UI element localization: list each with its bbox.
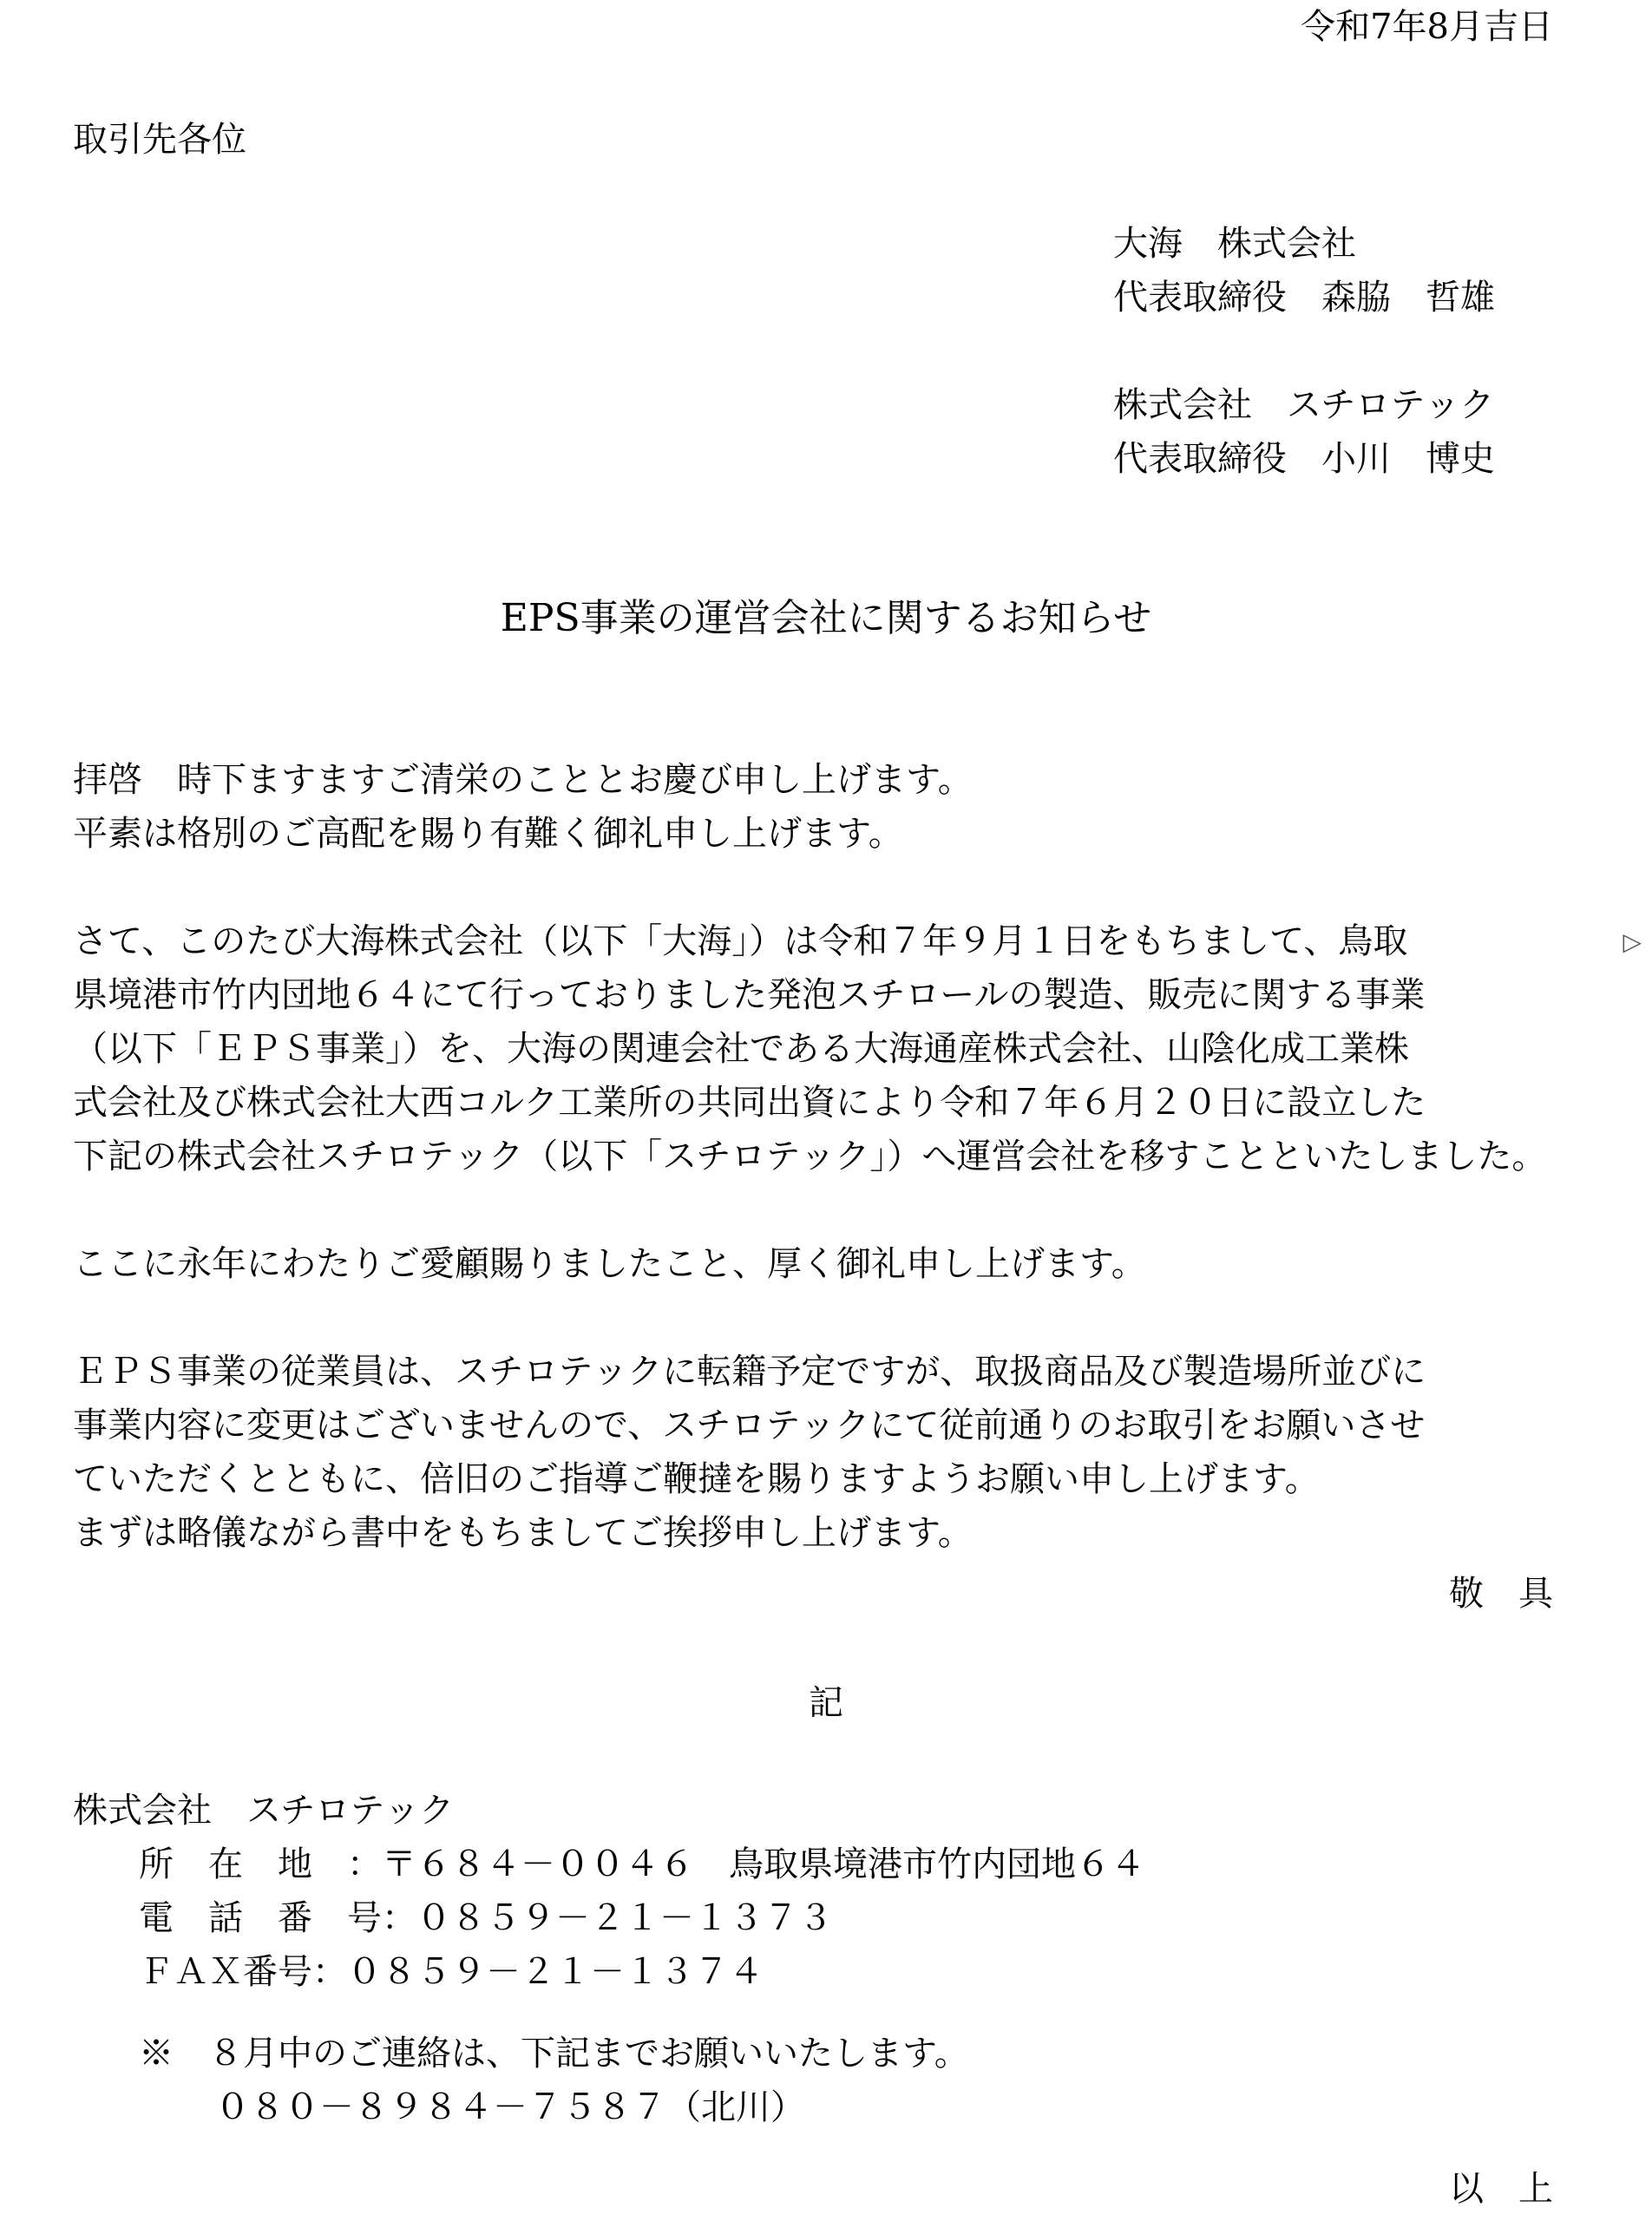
company-address: 所 在 地 ：〒６８４－００４６ 鳥取県境港市竹内団地６４ bbox=[139, 1844, 1145, 1884]
addressee: 取引先各位 bbox=[73, 120, 246, 160]
text-line: （以下「ＥＰＳ事業」）を、大海の関連会社である大海通産株式会社、山陰化成工業株 bbox=[73, 1029, 1409, 1069]
company-phone: 電 話 番 号：０８５９－２１－１３７３ bbox=[139, 1898, 833, 1938]
company-name: 株式会社 スチロテック bbox=[73, 1791, 455, 1831]
text-line: ＥＰＳ事業の従業員は、スチロテックに転籍予定ですが、取扱商品及び製造場所並びに bbox=[73, 1352, 1426, 1392]
text-line: 平素は格別のご高配を賜り有難く御礼申し上げます。 bbox=[73, 814, 903, 854]
text-line: 拝啓 時下ますますご清栄のこととお慶び申し上げます。 bbox=[73, 760, 973, 800]
ki-heading: 記 bbox=[809, 1683, 843, 1723]
company-fax: ＦＡＸ番号：０８５９－２１－１３７４ bbox=[139, 1952, 764, 1992]
text-line: ていただくとともに、倍旧のご指導ご鞭撻を賜りますようお願い申し上げます。 bbox=[73, 1459, 1320, 1499]
note-text: ※ ８月中のご連絡は、下記までお願いいたします。 bbox=[139, 2034, 969, 2074]
text-line: 下記の株式会社スチロテック（以下「スチロテック」）へ運営会社を移すことといたしました。 bbox=[73, 1137, 1547, 1176]
text-line: 式会社及び株式会社大西コルク工業所の共同出資により令和７年６月２０日に設立した bbox=[73, 1083, 1426, 1123]
sender-representative: 代表取締役 森脇 哲雄 bbox=[1113, 278, 1495, 318]
text-line: 事業内容に変更はございませんので、スチロテックにて従前通りのお取引をお願いさせ bbox=[73, 1405, 1426, 1445]
sender-company: 大海 株式会社 bbox=[1113, 224, 1356, 264]
note-contact: ０８０－８９８４－７５８７（北川） bbox=[215, 2087, 805, 2127]
text-line: さて、このたび大海株式会社（以下「大海」）は令和７年９月１日をもちまして、鳥取 bbox=[73, 921, 1408, 961]
letter-date: 令和7年8月吉日 bbox=[1301, 7, 1553, 47]
collapse-arrow-icon[interactable]: ▷ bbox=[1622, 927, 1642, 956]
closing-keigu: 敬 具 bbox=[1449, 1574, 1553, 1614]
closing-ijo: 以 上 bbox=[1449, 2169, 1553, 2209]
sender-representative: 代表取締役 小川 博史 bbox=[1113, 439, 1495, 479]
sender-company: 株式会社 スチロテック bbox=[1113, 385, 1495, 425]
document-title: EPS事業の運営会社に関するお知らせ bbox=[500, 596, 1152, 640]
text-line: 県境港市竹内団地６４にて行っておりました発泡スチロールの製造、販売に関する事業 bbox=[73, 975, 1426, 1015]
body-paragraph-thanks: ここに永年にわたりご愛顧賜りましたこと、厚く御礼申し上げます。 bbox=[73, 1244, 1146, 1284]
text-line: まずは略儀ながら書中をもちましてご挨拶申し上げます。 bbox=[73, 1513, 973, 1553]
